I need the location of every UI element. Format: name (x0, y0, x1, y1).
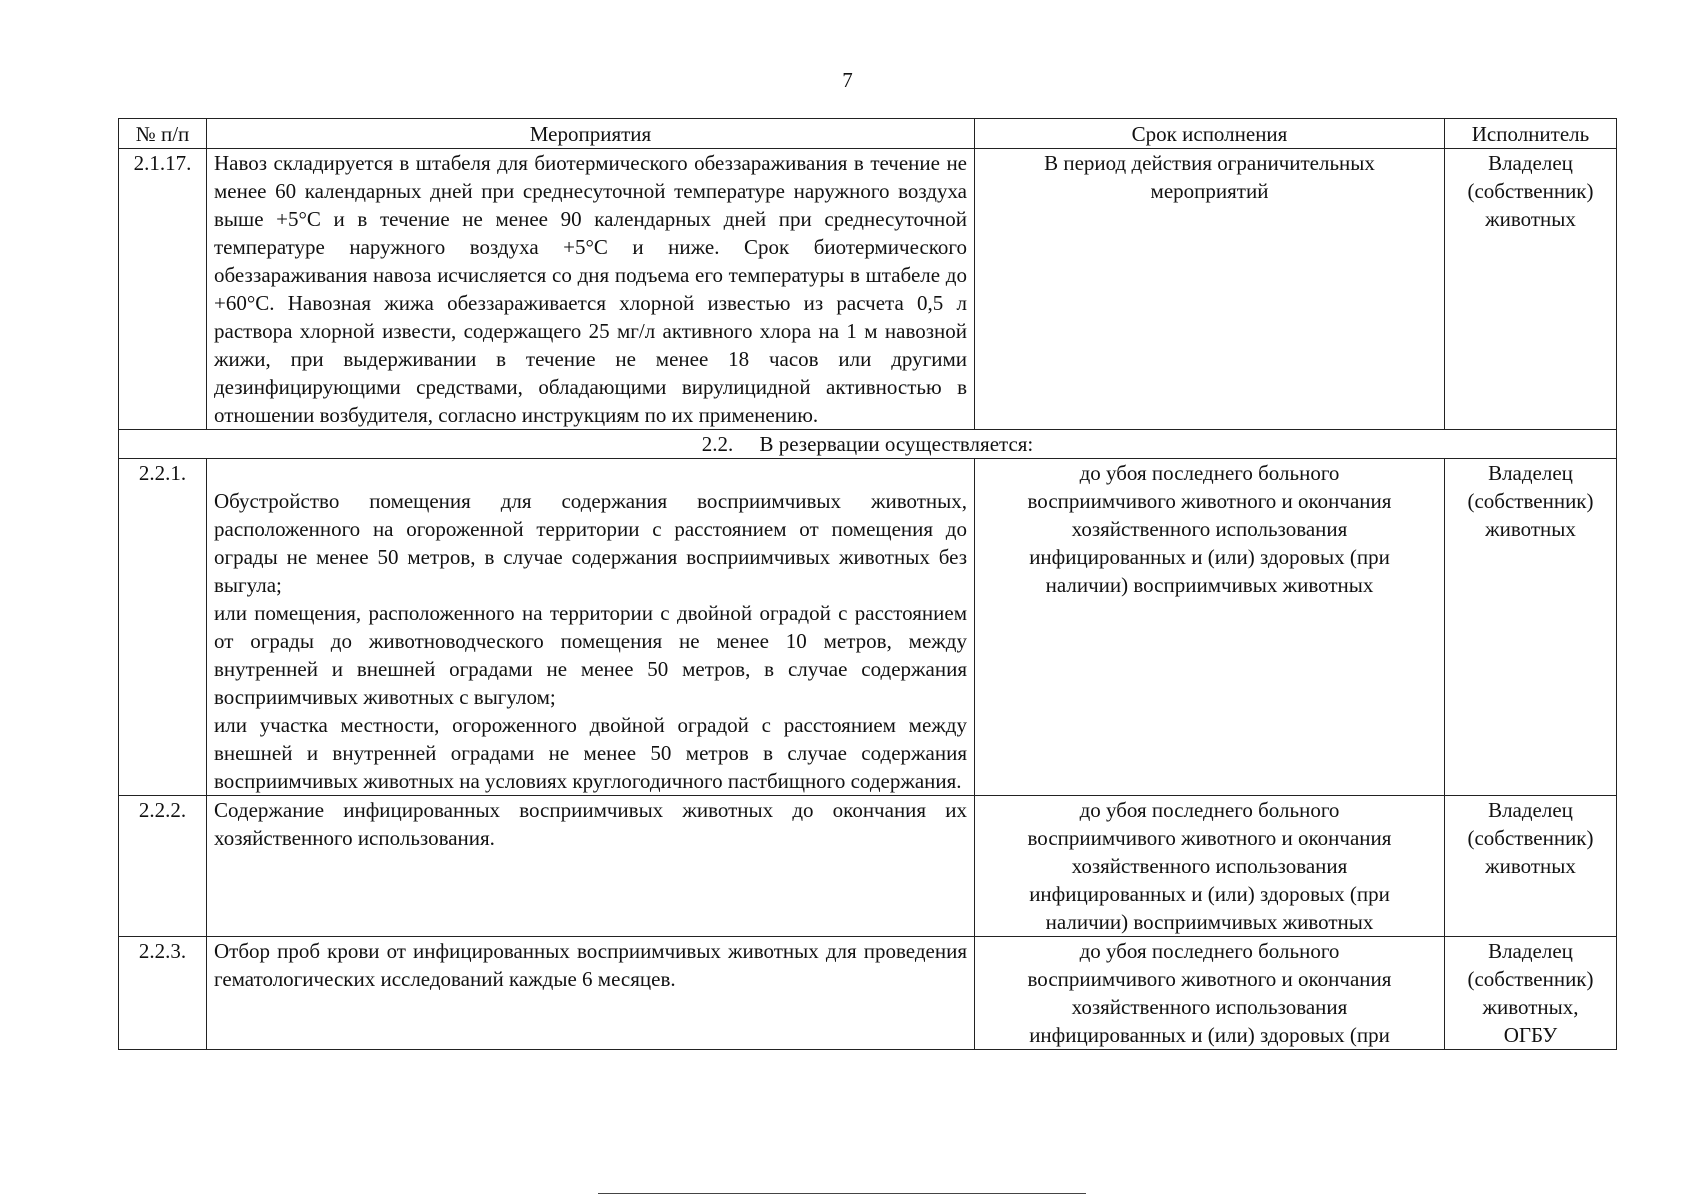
row-activity (207, 149, 975, 430)
row-num: 2.2.3. (119, 937, 207, 1050)
page-number: 7 (842, 68, 853, 92)
header-executor: Исполнитель (1445, 119, 1617, 149)
term-text: до убоя последнего больного восприимчивого животного и окончания хозяйственного использования инфицированных и (или) здоровых (при наличии) восприимчивых животных (1027, 798, 1392, 934)
activity-text: Содержание инфицированных восприимчивых животных до окончания их хозяйственного использования. (214, 798, 967, 850)
table-row-2-2-3 (119, 937, 1617, 1050)
row-executor (1445, 796, 1617, 937)
row-term (975, 796, 1445, 937)
table-row-2-1-17 (119, 149, 1617, 430)
activity-spacer (214, 459, 967, 487)
header-num: № п/п (119, 119, 207, 149)
measures-table (118, 118, 1617, 1050)
row-activity (207, 796, 975, 937)
row-term (975, 937, 1445, 1050)
table-row-2-2-1 (119, 459, 1617, 796)
row-executor (1445, 459, 1617, 796)
activity-text: Обустройство помещения для содержания восприимчивых животных, расположенного на огороженной территории с расстоянием от помещения до ограды не менее 50 метров, в случае содержания восприимчивых животных без выгула; или помещения, расположенного на территории с двойной оградой с расстоянием от ограды до животноводческого помещения не менее 10 метров, между внутренней и внешней оградами не менее 50 метров, в случае содержания восприимчивых животных с выгулом; или участка местности, огороженного двойной оградой с расстоянием между внешней и внутренней оградами не менее 50 метров в случае содержания восприимчивых животных на условиях круглогодичного пастбищного содержания. (214, 489, 967, 793)
activity-text: Отбор проб крови от инфицированных восприимчивых животных для проведения гематологических исследований каждые 6 месяцев. (214, 939, 967, 991)
row-term (975, 459, 1445, 796)
executor-text: Владелец (собственник) животных (1467, 461, 1594, 541)
row-executor (1445, 937, 1617, 1050)
term-text: до убоя последнего больного восприимчивого животного и окончания хозяйственного использования инфицированных и (или) здоровых (при наличии) восприимчивых животных (1027, 461, 1392, 597)
activity-text: Навоз складируется в штабеля для биотермического обеззараживания в течение не менее 60 календарных дней при среднесуточной температуре наружного воздуха выше +5°С и в течение не менее 90 календарных дней при среднесуточной температуре наружного воздуха +5°С и ниже. Срок биотермического обеззараживания навоза исчисляется со дня подъема его температуры в штабеле до +60°С. Навозная жижа обеззараживается хлорной известью из расчета 0,5 л раствора хлорной извести, содержащего 25 мг/л активного хлора на 1 м навозной жижи, при выдерживании в течение не менее 18 часов или другими дезинфицирующими средствами, обладающими вирулицидной активностью в отношении возбудителя, согласно инструкциям по их применению. (214, 151, 967, 427)
term-text: до убоя последнего больного восприимчивого животного и окончания хозяйственного использования инфицированных и (или) здоровых (при (1027, 939, 1392, 1047)
row-num: 2.2.1. (119, 459, 207, 796)
section-row-2-2 (119, 430, 1617, 459)
row-num: 2.1.17. (119, 149, 207, 430)
row-activity (207, 937, 975, 1050)
footer-rule (598, 1193, 1086, 1194)
executor-text: Владелец (собственник) животных (1467, 798, 1594, 878)
row-num: 2.2.2. (119, 796, 207, 937)
row-executor (1445, 149, 1617, 430)
table-row-2-2-2 (119, 796, 1617, 937)
table-header-row (119, 119, 1617, 149)
header-term: Срок исполнения (975, 119, 1445, 149)
executor-text: Владелец (собственник) животных, ОГБУ (1467, 939, 1594, 1047)
row-activity (207, 459, 975, 796)
section-heading (119, 430, 1617, 459)
row-term (975, 149, 1445, 430)
term-text: В период действия ограничительных мероприятий (1044, 151, 1375, 203)
section-heading-text: 2.2. В резервации осуществляется: (701, 432, 1034, 456)
executor-text: Владелец (собственник) животных (1467, 151, 1594, 231)
header-activity: Мероприятия (207, 119, 975, 149)
